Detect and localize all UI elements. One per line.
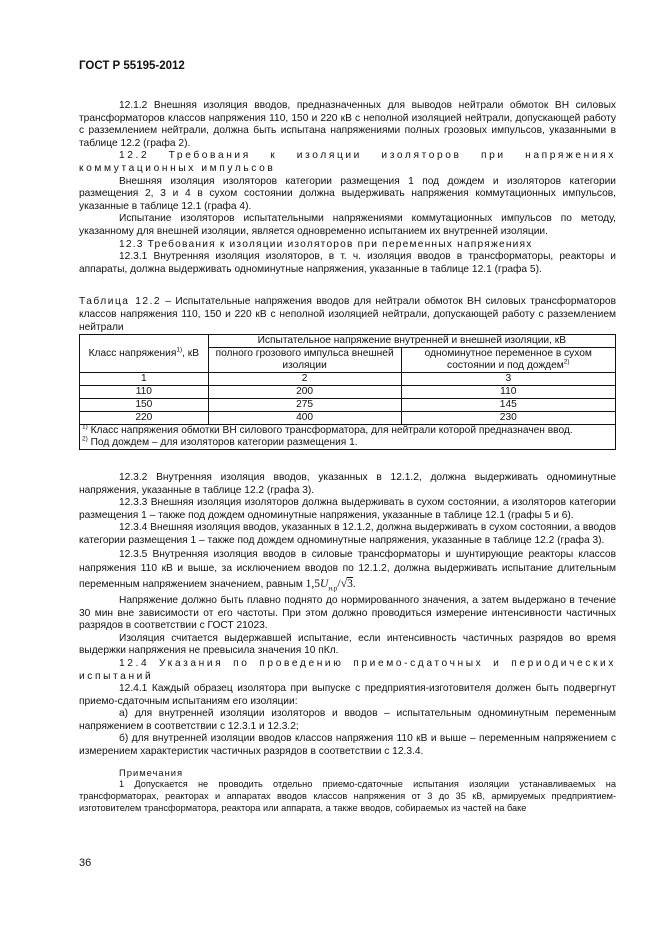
table-cell: 230: [401, 412, 615, 425]
table-caption-text: – Испытательные напряжения вводов для нейтрали обмоток ВН силовых трансформаторов классов напряжения 110, 150 и 220 кВ с неполной изоляцией нейтрали, допускающей работу с разземлением нейтрали: [79, 296, 616, 333]
table-row: [80, 386, 616, 399]
table-cell: 110: [80, 386, 209, 399]
table-cell: 110: [401, 386, 615, 399]
paragraph-12-3-2: 12.3.2 Внутренняя изоляция вводов, указанных в 12.1.2, должна выдерживать одноминутные напряжения, указанные в таблице 12.2 (графа 3).: [79, 472, 616, 496]
document-header: ГОСТ Р 55195-2012: [79, 60, 185, 72]
table-cell: 220: [80, 412, 209, 425]
formula: $1,5U_{н.р}/√3$: [305, 575, 353, 592]
table-cell: 2: [208, 373, 401, 386]
paragraph-12-3-5: 12.3.5 Внутренняя изоляция вводов в силовые трансформаторы и шунтирующие реакторы классов напряжения 110 кВ и выше, за исключением вводов по 12.1.2, должна выдерживать испытание длительным переменным напряжением значением, равным $1,5U_{н.р}/√3$.: [79, 548, 616, 592]
table-cell: 400: [208, 412, 401, 425]
table-cell: 1: [80, 373, 209, 386]
paragraph: Напряжение должно быть плавно поднято до нормированного значения, а затем выдержано в течение 30 мин вне зависимости от его частоты. При этом должно проводиться измерение интенсивности частичных разрядов в соответствии с ГОСТ 21023.: [79, 594, 616, 632]
table-cell: 275: [208, 399, 401, 412]
table-cell: 150: [80, 399, 209, 412]
table-cell: 145: [401, 399, 615, 412]
paragraph-12-3-3: 12.3.3 Внешняя изоляция изоляторов должна выдерживать в сухом состоянии, а изоляторов категории размещения 1 – также под дождем одноминутные напряжения, указанные в таблице 12.1 (графы 5 и 6).: [79, 497, 616, 521]
table-12-2: [79, 334, 616, 450]
table-header-impulse: полного грозового импульса внешней изоляции: [208, 348, 401, 373]
paragraph-12-4-1: 12.4.1 Каждый образец изолятора при выпуске с предприятия-изготовителя должен быть подвергнут приемо-сдаточным испытаниям его изоляции:: [79, 683, 616, 707]
table-header-class: Класс напряжения$^{1)}$, кВ: [80, 335, 209, 373]
table-footnotes: [80, 425, 616, 450]
paragraph: Изоляция считается выдержавшей испытание, если интенсивность частичных разрядов во время выдержки напряжения не превысила значения 10 пКл.: [79, 632, 616, 657]
table-caption: [79, 296, 616, 334]
paragraph: Внешняя изоляция изоляторов категории размещения 1 под дождем и изоляторов категории размещения 2, 3 и 4 в сухом состоянии должна выдерживать напряжения коммутационных импульсов, указанные в таблице 12.1 (графа 4).: [79, 175, 616, 212]
table-footnote-2: $^{2)}$ Под дождем – для изоляторов категории размещения 1.: [82, 435, 358, 449]
section-heading-12-4: 12.4 Указания по проведению приемо-сдаточных и периодических испытаний: [79, 657, 616, 682]
paragraph-12-3-1: 12.3.1 Внутренняя изоляция изоляторов, в т. ч. изоляция вводов в трансформаторы, реакторы и аппараты, должна выдерживать одноминутные напряжения, указанные в таблице 12.1 (графа 5).: [79, 251, 616, 275]
section-heading-12-2: 12.2 Требования к изоляции изоляторов при напряжениях коммутационных импульсов: [79, 150, 616, 174]
table-row: [80, 412, 616, 425]
table-footnote-1: $^{1)}$ Класс напряжения обмотки ВН силового трансформатора, для нейтрали которой предназначен ввод.: [82, 423, 573, 437]
table-header-oneminute: одноминутное переменное в сухом состоянии и под дождем$^{2)}$: [401, 348, 615, 373]
paragraph: Испытание изоляторов испытательными напряжениями коммутационных импульсов по методу, указанному для внешней изоляции, является одновременно испытанием их внутренней изоляции.: [79, 213, 616, 237]
note-1: 1 Допускается не проводить отдельно приемо-сдаточные испытания изоляции устанавливаемых на трансформаторах, реакторах и аппаратах вводов классов напряжения от 3 до 35 кВ, армируемых предприятием-изготовителем трансформатора, реактора или аппарата, а также вводов, собираемых из частей на баке: [79, 779, 616, 813]
table-row: [80, 399, 616, 412]
page-number: 36: [79, 857, 92, 869]
table-header-group: Испытательное напряжение внутренней и внешней изоляции, кВ: [208, 335, 615, 348]
table-caption-label: Таблица 12.2: [79, 296, 162, 308]
table-row: [80, 373, 616, 386]
list-item-a: а) для внутренней изоляции изоляторов и вводов – испытательным одноминутным переменным напряжением в соответствии с 12.3.1 и 12.3.2;: [79, 708, 616, 732]
paragraph-12-1-2: 12.1.2 Внешняя изоляция вводов, предназначенных для выводов нейтрали обмоток ВН силовых трансформаторов классов напряжения 110, 150 и 220 кВ с неполной изоляцией нейтрали, допускающей работу с разземлением нейтрали, должна быть испытана напряжениями полных грозовых импульсов, указанными в таблице 12.2 (графа 2).: [79, 100, 616, 149]
table-cell: 200: [208, 386, 401, 399]
paragraph-12-3-4: 12.3.4 Внешняя изоляция вводов, указанных в 12.1.2, должна выдерживать в сухом состоянии, а вводов категории размещения 1 – также под дождем одноминутные напряжения, указанные в таблице 12.2 (графа 3).: [79, 522, 616, 547]
section-heading-12-3: 12.3 Требования к изоляции изоляторов при переменных напряжениях: [119, 238, 533, 250]
notes-title: Примечания: [119, 766, 184, 778]
page-content: [79, 100, 616, 815]
list-item-b: б) для внутренней изоляции вводов классов напряжения 110 кВ и выше – переменным напряжением с измерением характеристик частичных разрядов в соответствии с 12.3.4.: [79, 733, 616, 758]
table-cell: 3: [401, 373, 615, 386]
